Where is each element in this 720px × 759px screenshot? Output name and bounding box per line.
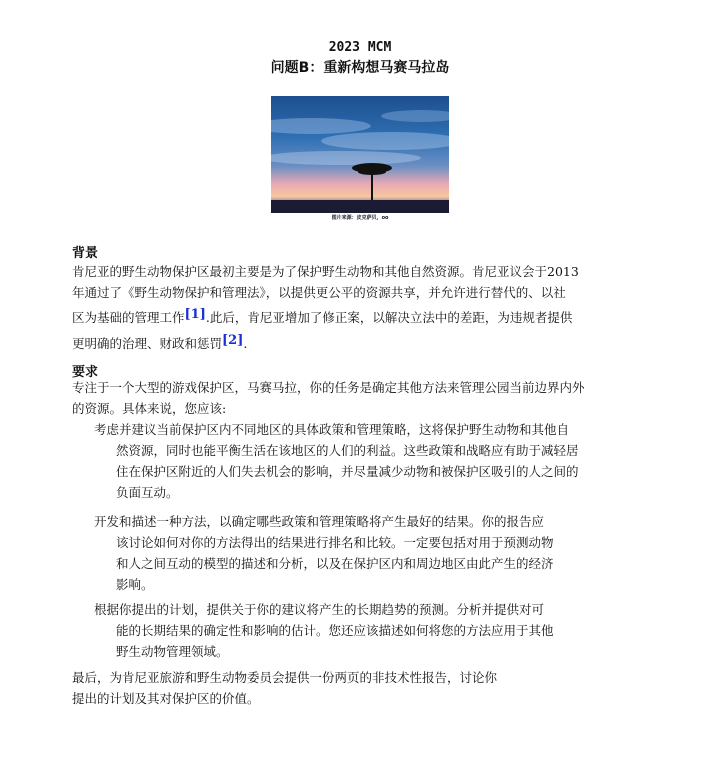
background-heading: 背景: [72, 246, 99, 261]
requirement-item-2: 开发和描述一种方法，以确定哪些政策和管理策略将产生最好的结果。你的报告应 该讨论如何对你的方法得出的结果进行排名和比较。一定要包括对用于预测动物 和人之间互动的模型的描述和分析，以及在保护区内和周边地区由此产生的经济 影响。: [94, 514, 554, 592]
document-header-line1: 2023 MCM: [328, 40, 392, 55]
requirements-heading: 要求: [72, 365, 99, 380]
acacia-tree-image: [271, 96, 449, 213]
background-line: 年通过了《野生动物保护和管理法》，以提供更公平的资源共享，并允许进行替代的、以社: [72, 285, 566, 300]
citation-link-1[interactable]: [1]: [184, 307, 206, 322]
figure-caption: 图片来源：皮克萨贝，oo: [331, 215, 389, 221]
document-title: 问题B：重新构想马赛马拉岛: [270, 60, 450, 76]
citation-link-2[interactable]: [2]: [222, 333, 244, 348]
closing-paragraph: 最后，为肯尼亚旅游和野生动物委员会提供一份两页的非技术性报告，讨论你 提出的计划及其对保护区的价值。: [72, 670, 498, 706]
savanna-sunset-photo: [271, 96, 449, 213]
background-line: 肯尼亚的野生动物保护区最初主要是为了保护野生动物和其他自然资源。肯尼亚议会于2013: [72, 264, 579, 279]
requirement-item-1: 考虑并建议当前保护区内不同地区的具体政策和管理策略，这将保护野生动物和其他自 然资源，同时也能平衡生活在该地区的人们的利益。这些政策和战略应有助于减轻居 住在保护区附近的人们失去机会的影响，并尽量减少动物和被保护区吸引的人之间的 负面互动。: [94, 422, 579, 500]
background-line: 区为基础的管理工作[1].此后，肯尼亚增加了修正案，以解决立法中的差距，为违规者提供: [72, 307, 573, 325]
requirement-item-3: 根据你提出的计划，提供关于你的建议将产生的长期趋势的预测。分析并提供对可 能的长期结果的确定性和影响的估计。您还应该描述如何将您的方法应用于其他 野生动物管理领域。: [94, 602, 554, 659]
background-line: 更明确的治理、财政和惩罚[2].: [72, 333, 248, 351]
background-paragraph: [72, 261, 579, 355]
requirements-intro: 专注于一个大型的游戏保护区，马赛马拉，你的任务是确定其他方法来管理公园当前边界内外 的资源。具体来说，您应该:: [72, 380, 585, 416]
